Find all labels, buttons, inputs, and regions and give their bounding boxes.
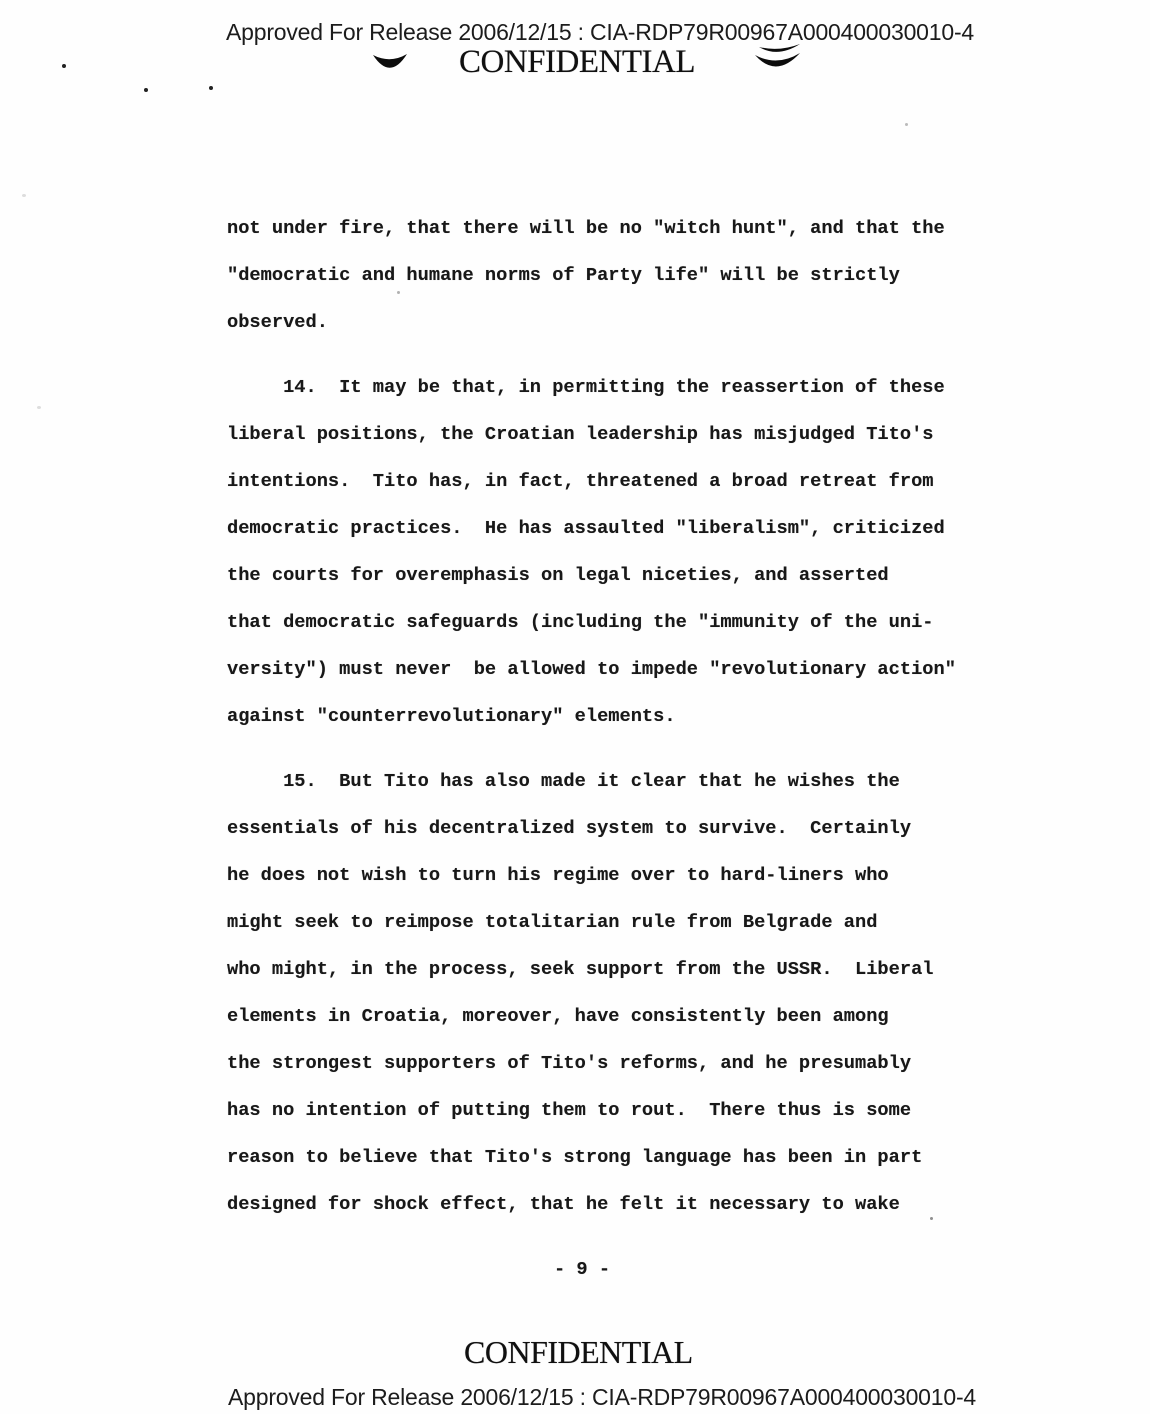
- text-line: not under fire, that there will be no "witch hunt", and that the: [227, 217, 945, 239]
- scan-speck: [37, 406, 41, 409]
- text-line: has no intention of putting them to rout. There thus is some: [227, 1099, 912, 1121]
- scan-speck: [397, 291, 400, 294]
- text-line: versity") must never be allowed to impede "revolutionary action": [227, 658, 956, 680]
- text-line: 15. But Tito has also made it clear that he wishes the: [227, 770, 900, 792]
- scan-speck: [144, 88, 148, 92]
- page-number: - 9 -: [554, 1258, 611, 1280]
- text-line: essentials of his decentralized system to survive. Certainly: [227, 817, 912, 839]
- approval-footer-line: Approved For Release 2006/12/15 : CIA-RDP79R00967A000400030010-4: [228, 1384, 976, 1410]
- paragraph: [227, 205, 956, 346]
- classification-stamp-bottom: CONFIDENTIAL: [464, 1334, 693, 1370]
- text-line: democratic practices. He has assaulted "liberalism", criticized: [227, 517, 945, 539]
- text-line: 14. It may be that, in permitting the reassertion of these: [227, 376, 945, 398]
- text-line: he does not wish to turn his regime over to hard-liners who: [227, 864, 889, 886]
- text-line: might seek to reimpose totalitarian rule from Belgrade and: [227, 911, 878, 933]
- text-line: observed.: [227, 311, 328, 333]
- scan-speck: [62, 64, 66, 68]
- text-line: intentions. Tito has, in fact, threatened a broad retreat from: [227, 470, 934, 492]
- scan-speck: [22, 194, 26, 197]
- text-line: "democratic and humane norms of Party life" will be strictly: [227, 264, 900, 286]
- text-line: that democratic safeguards (including the "immunity of the uni-: [227, 611, 934, 633]
- text-line: reason to believe that Tito's strong language has been in part: [227, 1146, 923, 1168]
- text-line: the strongest supporters of Tito's reforms, and he presumably: [227, 1052, 912, 1074]
- text-line: elements in Croatia, moreover, have consistently been among: [227, 1005, 889, 1027]
- text-line: designed for shock effect, that he felt it necessary to wake: [227, 1193, 900, 1215]
- scan-speck: [930, 1217, 933, 1220]
- ink-smudge-icon: [754, 42, 801, 73]
- text-line: the courts for overemphasis on legal niceties, and asserted: [227, 564, 889, 586]
- scan-speck: [905, 123, 908, 126]
- ink-smudge-icon: [372, 51, 408, 73]
- paragraph: [227, 758, 956, 1228]
- scan-speck: [209, 86, 213, 90]
- paragraph: [227, 364, 956, 740]
- text-line: against "counterrevolutionary" elements.: [227, 705, 676, 727]
- paragraph-container: [227, 205, 956, 1228]
- text-line: who might, in the process, seek support from the USSR. Liberal: [227, 958, 934, 980]
- approval-header-line: Approved For Release 2006/12/15 : CIA-RDP79R00967A000400030010-4: [226, 19, 974, 45]
- classification-stamp-top: CONFIDENTIAL: [459, 44, 695, 80]
- text-line: liberal positions, the Croatian leadership has misjudged Tito's: [227, 423, 934, 445]
